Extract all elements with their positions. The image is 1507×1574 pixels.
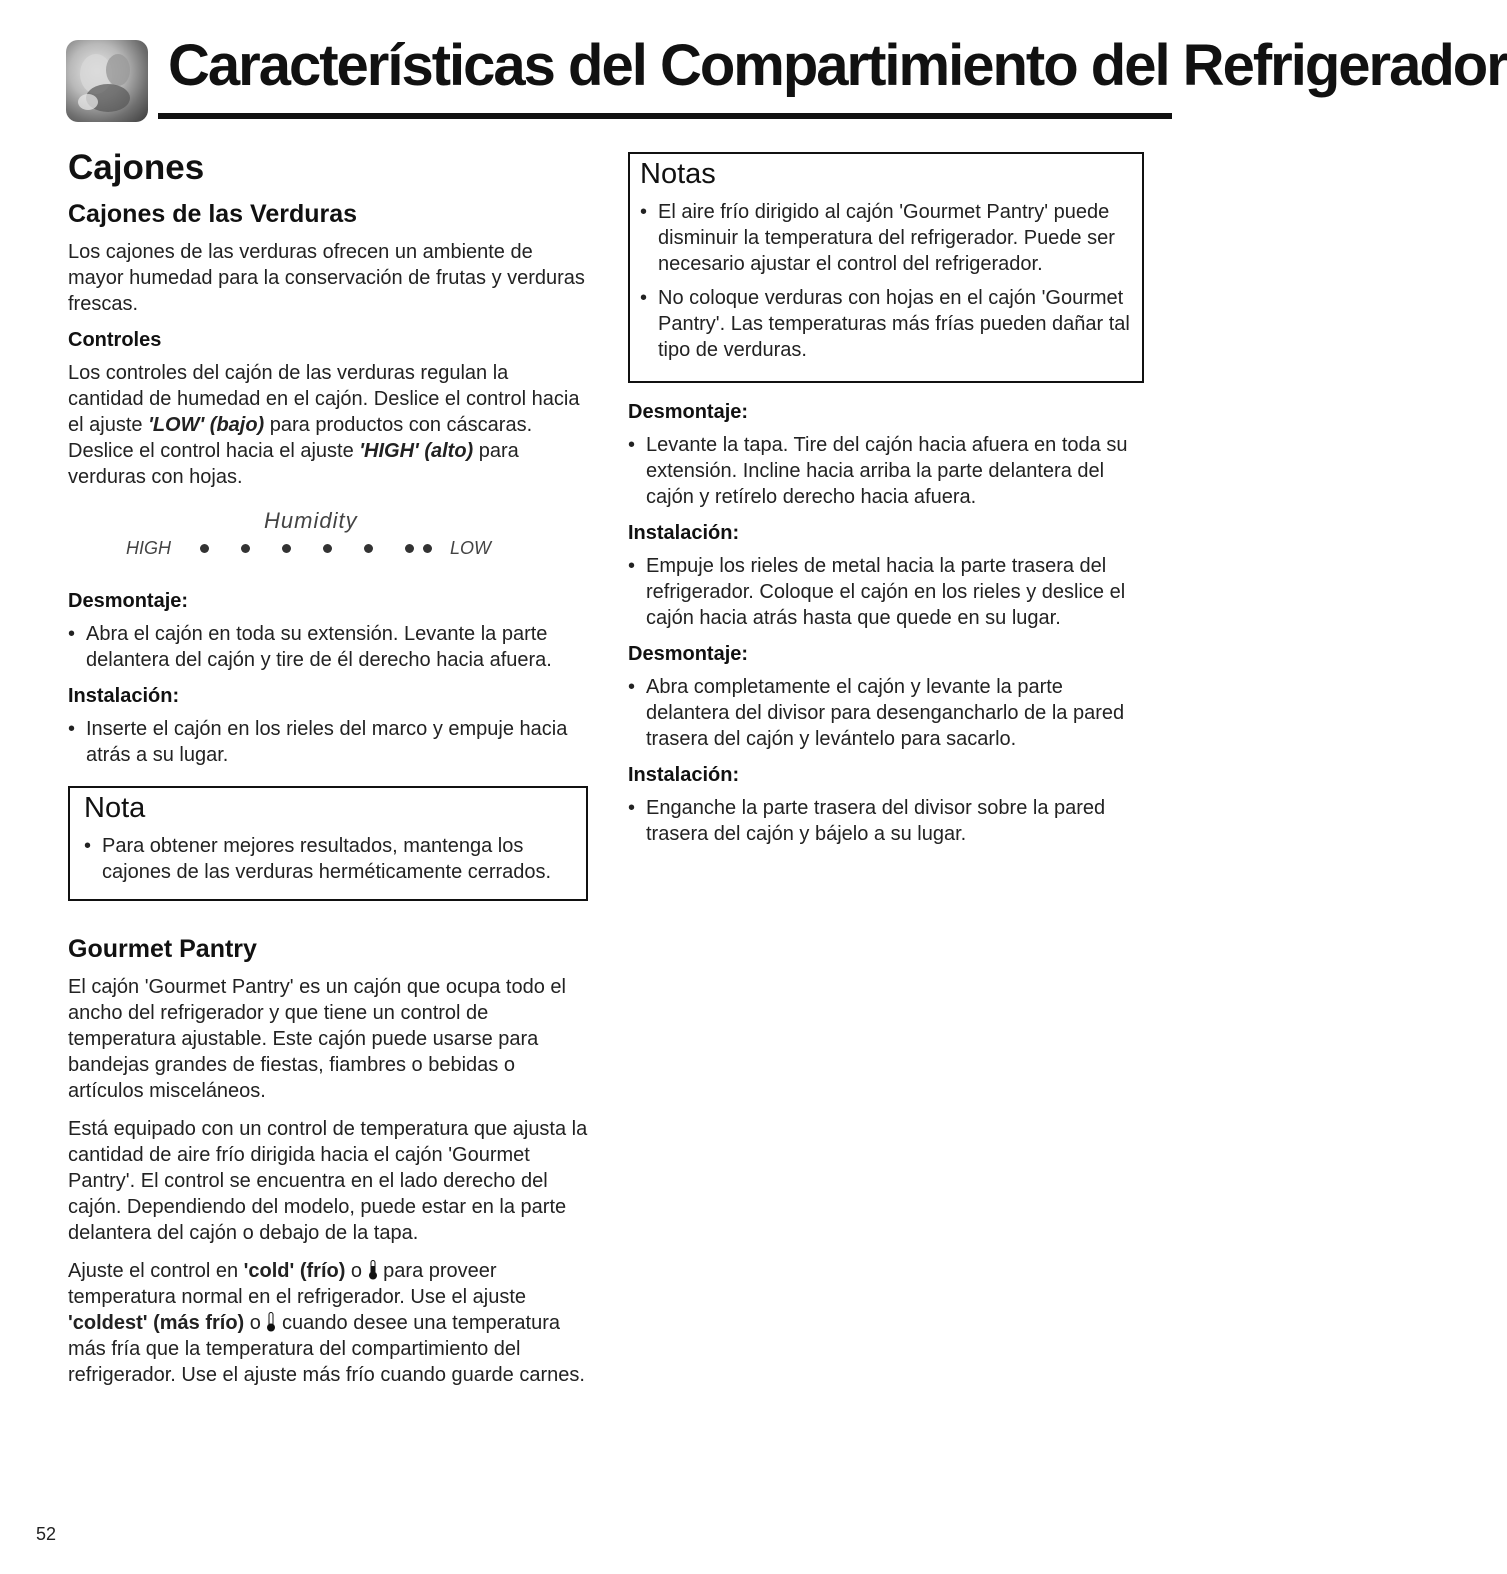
coldest-term: 'coldest' (más frío) <box>68 1312 245 1334</box>
removal-item: • Abra el cajón en toda su extensión. Levante la parte delantera del cajón y tire de él derecho hacia afuera. <box>68 623 552 671</box>
removal-label: Desmontaje: <box>68 590 189 612</box>
gourmet-p3: Ajuste el control en 'cold' (frío) o para proveer temperatura normal en el refrigerador. Use el ajuste 'coldest' (más frío) o cuando desee una temperatura más fría que la temperatura del compartimiento del refrigerador. Use el ajuste más frío cuando guarde carnes. <box>68 1260 585 1386</box>
humidity-dot <box>241 544 250 553</box>
humidity-dot <box>405 544 414 553</box>
install-item: • Inserte el cajón en los rieles del marco y empuje hacia atrás a su lugar. <box>68 718 568 766</box>
removal-item: • Levante la tapa. Tire del cajón hacia afuera en toda su extensión. Incline hacia arriba la parte delantera del cajón y retírelo derecho hacia afuera. <box>628 434 1128 508</box>
humidity-dot <box>364 544 373 553</box>
removal-label: Desmontaje: <box>628 643 749 665</box>
gourmet-p1: El cajón 'Gourmet Pantry' es un cajón que ocupa todo el ancho del refrigerador y que tiene un control de temperatura ajustable. Este cajón puede usarse para bandejas grandes de fiestas, fiambres o bebidas o artículos misceláneos. <box>68 976 566 1102</box>
notes-box <box>628 152 1144 383</box>
thermometer-low-icon <box>266 1312 276 1332</box>
removal-item: • Abra completamente el cajón y levante la parte delantera del divisor para desengancharlo de la pared trasera del cajón y levántelo para sacarlo. <box>628 676 1125 750</box>
note-box <box>68 786 588 901</box>
humidity-dot <box>200 544 209 553</box>
high-term: 'HIGH' (alto) <box>359 440 474 462</box>
install-label: Instalación: <box>628 522 740 544</box>
thermometer-filled-icon <box>368 1260 378 1280</box>
humidity-low-label: LOW <box>450 538 492 558</box>
note-item: • Para obtener mejores resultados, mantenga los cajones de las verduras herméticamente cerrados. <box>84 835 552 883</box>
gourmet-title: Gourmet Pantry <box>68 935 257 963</box>
humidity-dot <box>282 544 291 553</box>
page-number: 52 <box>36 1524 57 1544</box>
crisper-title: Cajones de las Verduras <box>68 200 358 228</box>
humidity-scale <box>68 508 588 578</box>
note-title: Nota <box>84 792 146 824</box>
install-item: • Enganche la parte trasera del divisor sobre la pared trasera del cajón y bájelo a su lugar. <box>628 797 1106 845</box>
controls-text: Los controles del cajón de las verduras regulan la cantidad de humedad en el cajón. Deslice el control hacia el ajuste 'LOW' (bajo) para productos con cáscaras. Deslice el control hacia el ajuste 'HIGH' (alto) para verduras con hojas. <box>68 362 580 488</box>
title-rule <box>158 113 1172 119</box>
install-item: • Empuje los rieles de metal hacia la parte trasera del refrigerador. Coloque el cajón en los rieles y deslice el cajón hacia atrás hasta que quede en su lugar. <box>628 555 1126 629</box>
cold-term: 'cold' (frío) <box>243 1260 346 1282</box>
install-label: Instalación: <box>68 685 180 707</box>
page-title: Características del Compartimiento del Refrigerador <box>168 33 1507 98</box>
section-title-cajones: Cajones <box>68 148 205 187</box>
humidity-dot <box>323 544 332 553</box>
low-term: 'LOW' (bajo) <box>148 414 265 436</box>
notes-item: • El aire frío dirigido al cajón 'Gourmet Pantry' puede disminuir la temperatura del refrigerador. Puede ser necesario ajustar el control del refrigerador. <box>640 201 1115 275</box>
humidity-dot <box>423 544 432 553</box>
left-column <box>68 148 588 1400</box>
notes-title: Notas <box>640 158 716 190</box>
notes-item: • No coloque verduras con hojas en el cajón 'Gourmet Pantry'. Las temperaturas más frías pueden dañar tal tipo de verduras. <box>640 287 1130 361</box>
crisper-intro: Los cajones de las verduras ofrecen un ambiente de mayor humedad para la conservación de frutas y verduras frescas. <box>68 241 585 315</box>
install-label: Instalación: <box>628 764 740 786</box>
humidity-title: Humidity <box>264 508 358 533</box>
refrigerator-photo-icon <box>66 40 148 122</box>
controls-label: Controles <box>68 329 162 351</box>
right-column <box>628 152 1144 855</box>
removal-label: Desmontaje: <box>628 401 749 423</box>
humidity-high-label: HIGH <box>126 538 171 558</box>
gourmet-p2: Está equipado con un control de temperatura que ajusta la cantidad de aire frío dirigida hacia el cajón 'Gourmet Pantry'. El control se encuentra en el lado derecho del cajón. Dependiendo del modelo, puede estar en la parte delantera del cajón o debajo de la tapa. <box>68 1118 588 1244</box>
